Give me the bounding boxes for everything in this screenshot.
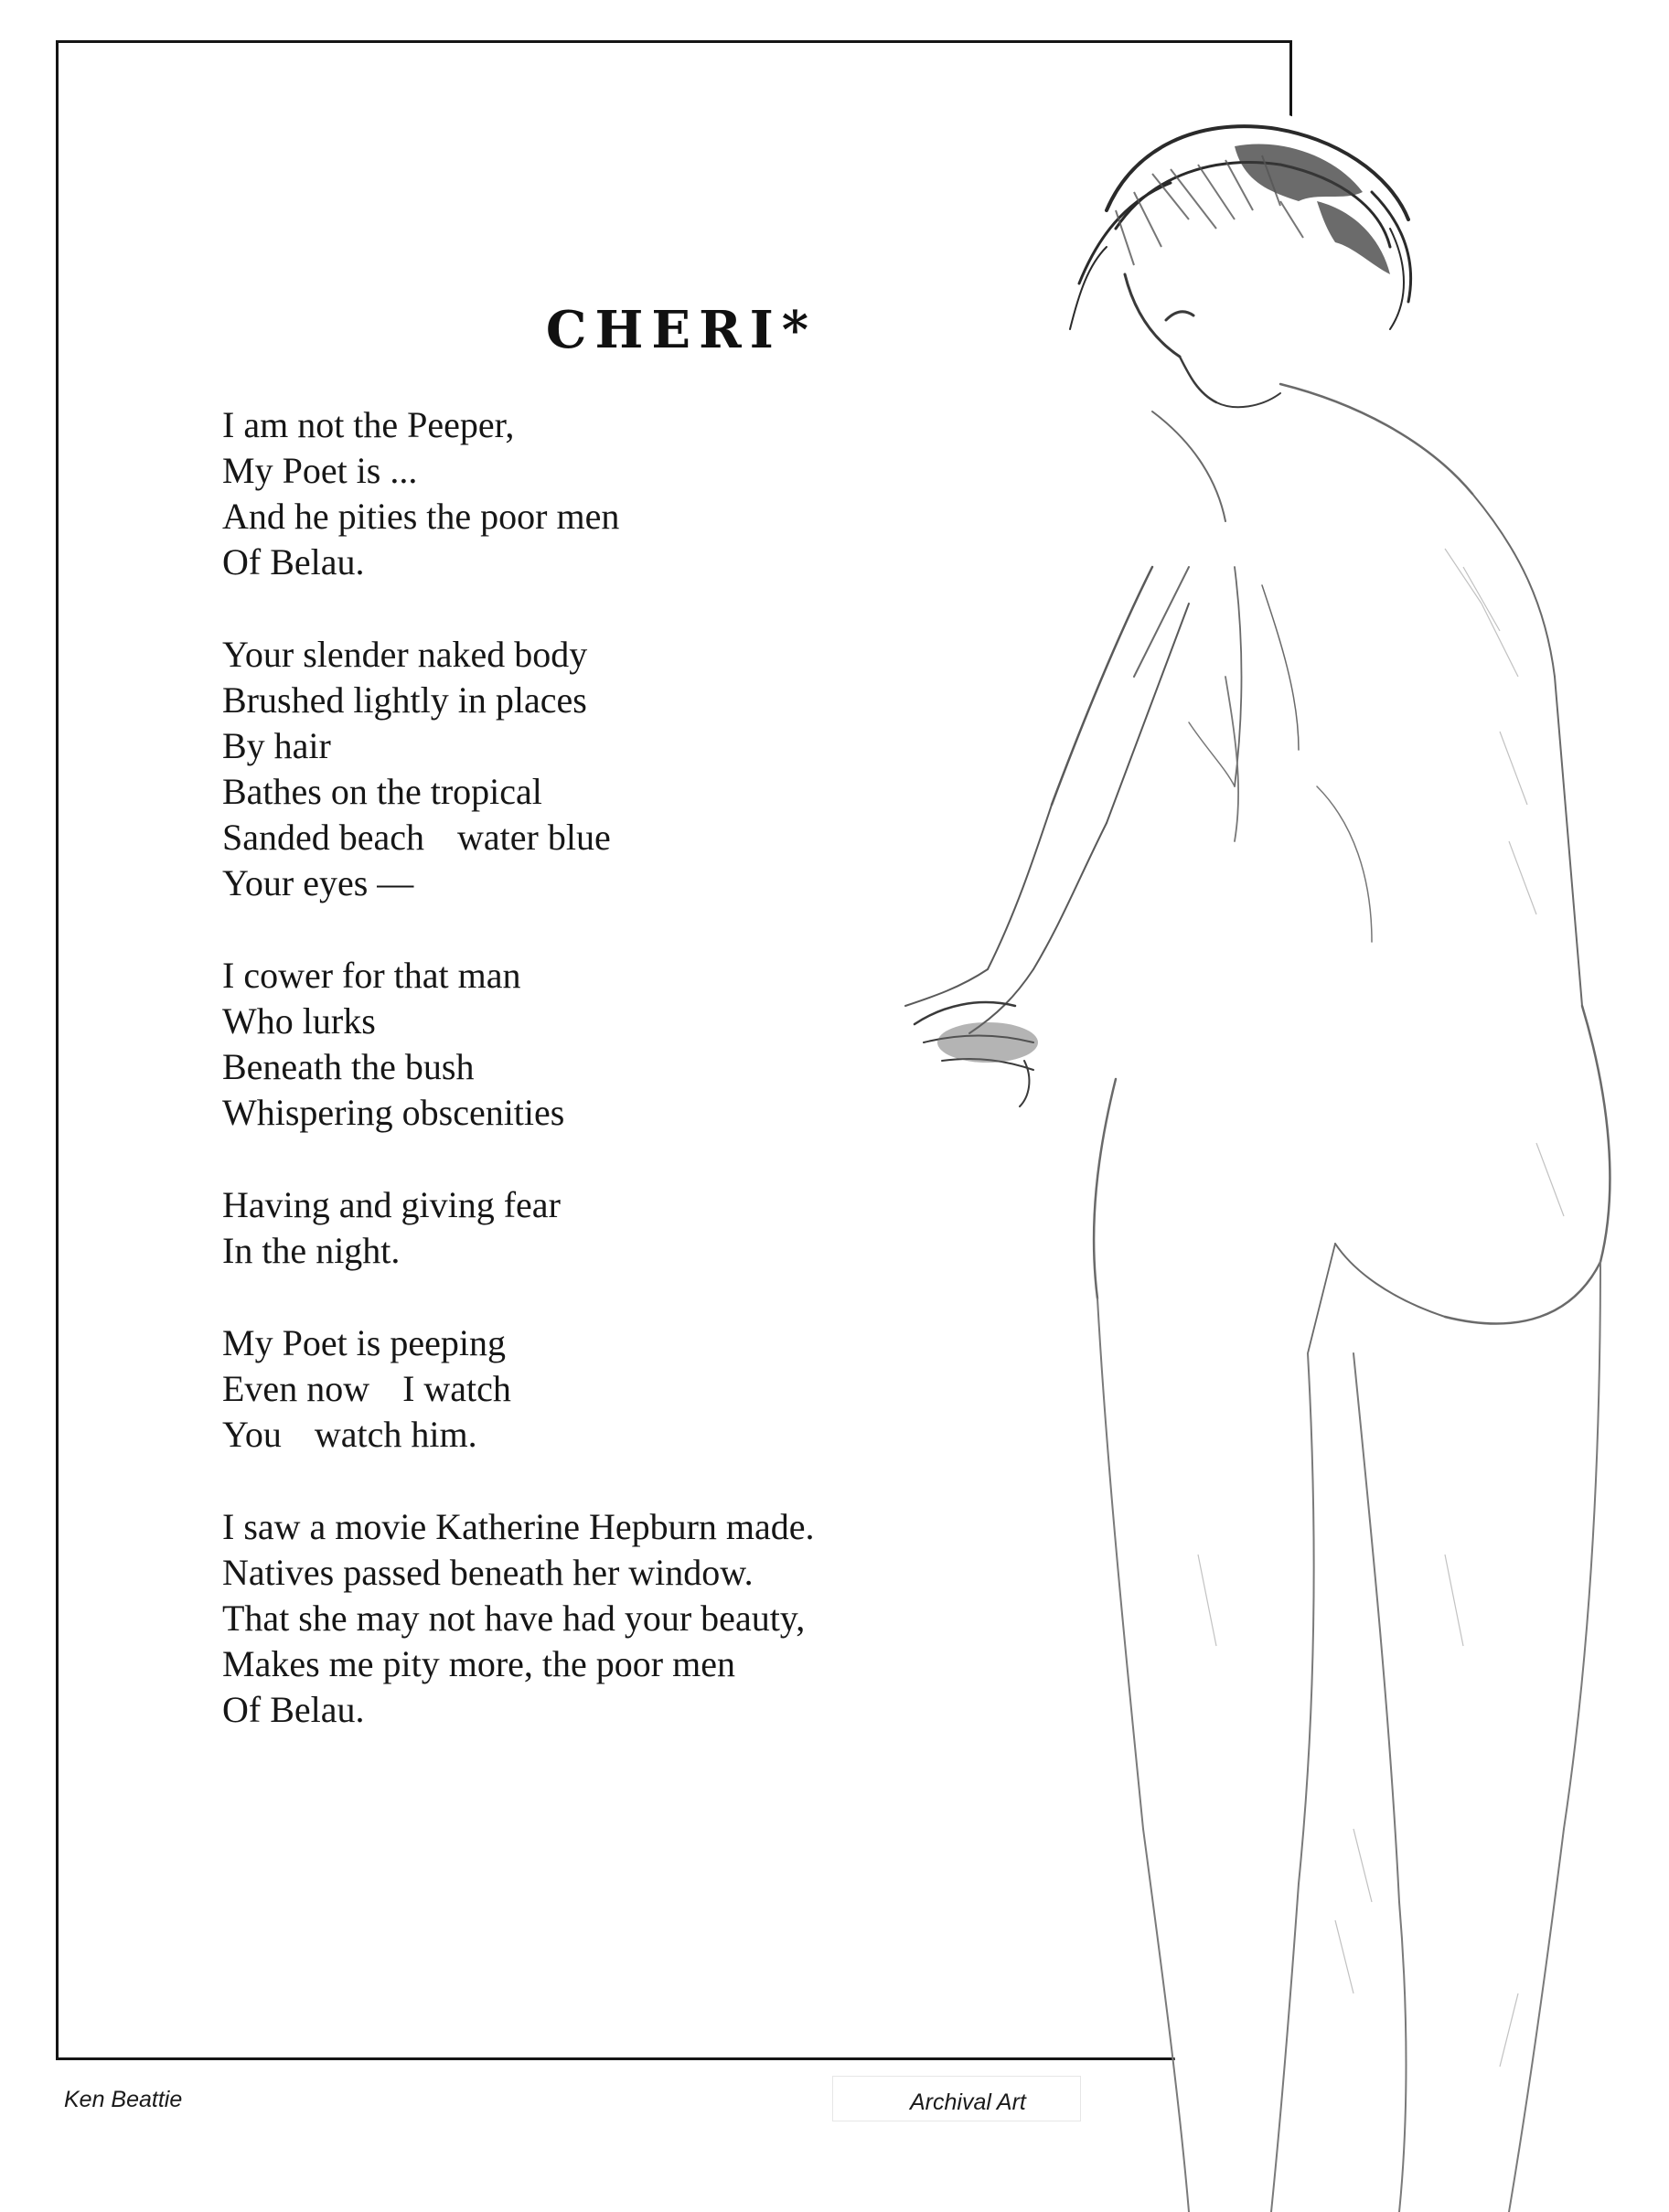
poem-phrase: watch him. (314, 1414, 477, 1455)
poem-line: Natives passed beneath her window. (222, 1552, 754, 1593)
poem-line (222, 1366, 815, 1412)
poem-title: CHERI* (545, 299, 818, 360)
poem-line: Of Belau. (222, 1689, 365, 1730)
poem-line (222, 1412, 815, 1458)
stanza-6 (222, 1504, 815, 1733)
poem-line: Who lurks (222, 1000, 376, 1042)
author-credit: Ken Beattie (64, 2087, 183, 2112)
poem-line: My Poet is ... (222, 450, 418, 491)
art-credit: Archival Art (910, 2089, 1026, 2115)
poem-line: Having and giving fear (222, 1184, 561, 1225)
poem-line: Bathes on the tropical (222, 771, 542, 812)
stanza-4 (222, 1182, 815, 1274)
poem-line: Brushed lightly in places (222, 679, 587, 721)
poem-line: Your slender naked body (222, 634, 588, 675)
poem-line: My Poet is peeping (222, 1322, 506, 1363)
poem-line: Of Belau. (222, 541, 365, 582)
poem-line: Beneath the bush (222, 1046, 475, 1087)
nude-figure-sketch-icon (805, 91, 1669, 2212)
stanza-1 (222, 402, 815, 585)
poem-line: I am not the Peeper, (222, 404, 515, 445)
poem-phrase: You (222, 1414, 282, 1455)
poem-line (222, 815, 815, 860)
poem-line: I cower for that man (222, 955, 521, 996)
poem-line: Makes me pity more, the poor men (222, 1643, 735, 1684)
stanza-3 (222, 953, 815, 1136)
poem-phrase: I watch (402, 1368, 511, 1409)
poem-line: In the night. (222, 1230, 401, 1271)
poem-line: And he pities the poor men (222, 496, 620, 537)
poem-line: Your eyes — (222, 862, 414, 903)
poem-phrase: Sanded beach (222, 817, 425, 858)
poem-line: That she may not have had your beauty, (222, 1598, 806, 1639)
poem-line: Whispering obscenities (222, 1092, 565, 1133)
poem-line: By hair (222, 725, 331, 766)
poem-phrase: water blue (457, 817, 611, 858)
poem-body (222, 402, 815, 1779)
poem-line: I saw a movie Katherine Hepburn made. (222, 1506, 815, 1547)
stanza-2 (222, 632, 815, 906)
stanza-5 (222, 1320, 815, 1458)
poem-phrase: Even now (222, 1368, 370, 1409)
